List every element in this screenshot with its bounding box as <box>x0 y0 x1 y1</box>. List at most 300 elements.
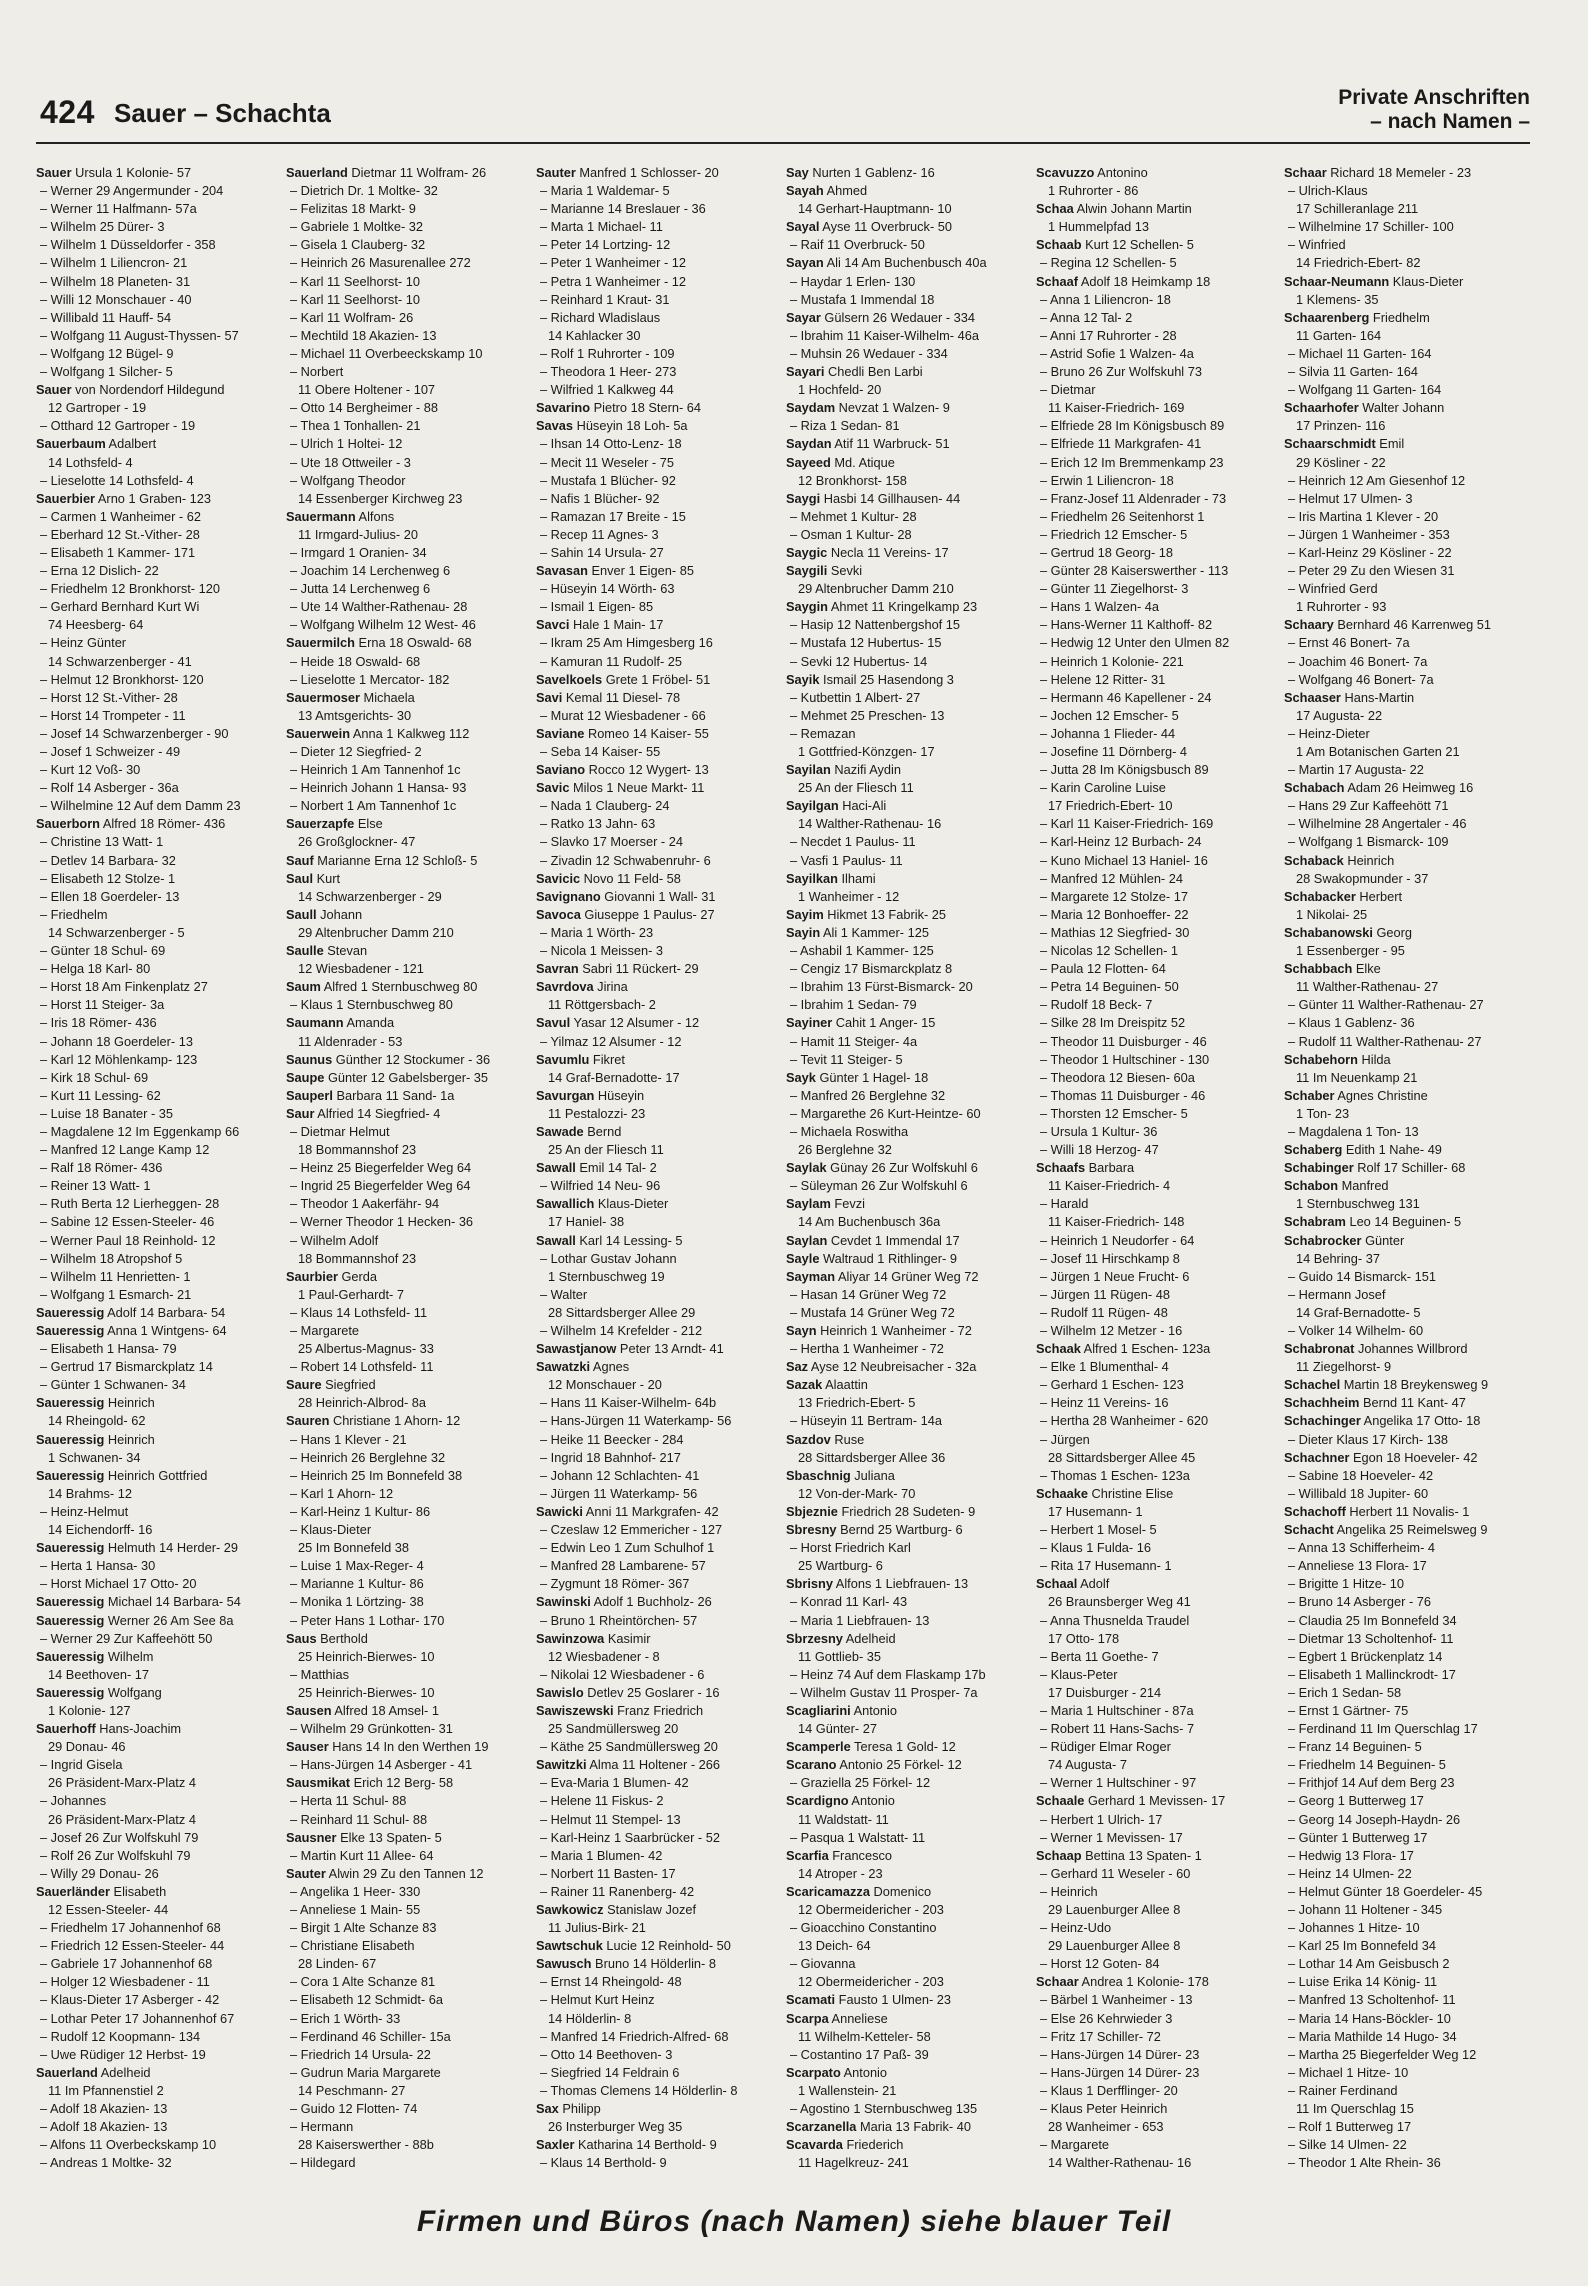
surname: Scaricamazza <box>786 1883 870 1899</box>
listing-entry: – Adolf 18 Akazien- 13 <box>40 2119 168 2135</box>
surname: Sayman <box>786 1268 836 1284</box>
surname: Saulle <box>286 943 324 959</box>
listing-entry: – Wolfgang 12 Bügel- 9 <box>40 345 174 361</box>
listing-entry: Saueressig Werner 26 Am See 8a <box>36 1612 234 1628</box>
listing-entry: 11 Kaiser-Friedrich- 4 <box>1048 1178 1171 1194</box>
listing-entry: – Horst Friedrich Karl <box>790 1540 911 1556</box>
listing-entry: Sauerzapfe Else <box>286 816 383 832</box>
listing-entry: – Bärbel 1 Wanheimer - 13 <box>1040 1992 1193 2008</box>
listing-entry: – Fritz 17 Schiller- 72 <box>1040 2028 1161 2044</box>
listing-entry: – Claudia 25 Im Bonnefeld 34 <box>1288 1612 1457 1628</box>
listing-entry: – Michaela Roswitha <box>790 1123 909 1139</box>
listing-entry: – Karin Caroline Luise <box>1040 780 1166 796</box>
listing-entry: – Osman 1 Kultur- 28 <box>790 526 912 542</box>
surname: Scarano <box>786 1757 837 1773</box>
surname: Schaberg <box>1284 1142 1343 1158</box>
surname: Sauerhoff <box>36 1721 96 1737</box>
listing-entry: 25 Heinrich-Bierwes- 10 <box>298 1684 435 1700</box>
listing-entry: 28 Kaiserswerther - 88b <box>298 2137 434 2153</box>
listing-entry: Saylam Fevzi <box>786 1196 865 1212</box>
surname: Sayn <box>786 1323 817 1338</box>
listing-entry: – Cora 1 Alte Schanze 81 <box>290 1974 436 1990</box>
listing-entry: – Else 26 Kehrwieder 3 <box>1040 2010 1173 2026</box>
listing-entry: 25 Heinrich-Bierwes- 10 <box>298 1648 435 1664</box>
listing-entry: – Reinhard 11 Schul- 88 <box>290 1811 428 1827</box>
listing-entry: – Graziella 25 Förkel- 12 <box>790 1775 931 1791</box>
listing-entry: Sausen Alfred 18 Amsel- 1 <box>286 1702 439 1718</box>
listing-entry: Sauerland Adelheid <box>36 2064 151 2080</box>
header-rule <box>36 142 1530 144</box>
listing-entry: – Wilhelm Gustav 11 Prosper- 7a <box>790 1684 978 1700</box>
listing-entry: Savasan Enver 1 Eigen- 85 <box>536 563 694 579</box>
listing-entry: 12 Gartroper - 19 <box>48 400 147 416</box>
listing-entry: – Reinhard 1 Kraut- 31 <box>540 291 670 307</box>
listing-entry: Saylan Cevdet 1 Immendal 17 <box>786 1232 960 1248</box>
page-header <box>36 80 1530 144</box>
listing-entry: – Helene 11 Fiskus- 2 <box>540 1793 664 1809</box>
listing-entry: Saupe Günter 12 Gabelsberger- 35 <box>286 1069 489 1085</box>
surname: Sauer <box>36 165 72 180</box>
listing-entry: – Thomas 1 Eschen- 123a <box>1040 1467 1190 1483</box>
listing-columns <box>36 164 1530 2174</box>
listing-entry: – Elisabeth 12 Schmidt- 6a <box>290 1992 443 2008</box>
listing-entry: – Theodor 1 Aakerfähr- 94 <box>290 1196 440 1212</box>
listing-entry: – Wolfgang 46 Bonert- 7a <box>1288 671 1434 687</box>
listing-entry: 11 Ziegelhorst- 9 <box>1296 1359 1392 1375</box>
listing-entry: – Elfriede 11 Markgrafen- 41 <box>1040 436 1202 452</box>
surname: Scavarda <box>786 2137 843 2153</box>
surname: Schabach <box>1284 780 1345 796</box>
listing-entry: 14 Rheingold- 62 <box>48 1413 146 1429</box>
listing-entry: – Heinz-Dieter <box>1288 725 1370 741</box>
surname: Sawitzki <box>536 1757 587 1773</box>
listing-entry: – Hans-Jürgen 14 Dürer- 23 <box>1040 2046 1200 2062</box>
surname: Sawall <box>536 1160 576 1176</box>
listing-entry: – Joachim 14 Lerchenweg 6 <box>290 563 451 579</box>
listing-entry: – Wolfgang 1 Esmarch- 21 <box>40 1286 192 1302</box>
listing-entry: – Wilhelm 18 Atropshof 5 <box>40 1250 183 1266</box>
listing-entry: 14 Walther-Rathenau- 16 <box>1048 2155 1192 2171</box>
listing-entry: Schaake Christine Elise <box>1036 1485 1174 1501</box>
listing-entry: – Klaus 1 Fulda- 16 <box>1040 1540 1151 1556</box>
surname: Schaber <box>1284 1087 1335 1103</box>
listing-entry: Scavuzzo Antonino <box>1036 165 1148 180</box>
surname: Say <box>786 165 809 180</box>
listing-entry: – Petra 1 Wanheimer - 12 <box>540 273 687 289</box>
listing-entry: – Dietrich Dr. 1 Moltke- 32 <box>290 183 438 199</box>
listing-entry: – Jürgen 1 Wanheimer - 353 <box>1288 526 1450 542</box>
listing-entry: Sawtschuk Lucie 12 Reinhold- 50 <box>536 1938 731 1954</box>
surname: Sayar <box>786 309 821 325</box>
listing-entry: – Karl 1 Ahorn- 12 <box>290 1485 394 1501</box>
listing-entry: Sauerwein Anna 1 Kalkweg 112 <box>286 725 470 741</box>
listing-entry: – Seba 14 Kaiser- 55 <box>540 744 661 759</box>
listing-entry: – Mehmet 1 Kultur- 28 <box>790 508 917 524</box>
surname: Schaab <box>1036 237 1082 253</box>
listing-entry: – Jürgen 1 Neue Frucht- 6 <box>1040 1268 1190 1284</box>
listing-entry: – Dietmar <box>1040 382 1096 398</box>
listing-entry: – Elke 1 Blumenthal- 4 <box>1040 1359 1169 1375</box>
surname: Sauerborn <box>36 816 100 832</box>
listing-entry: Schabanowski Georg <box>1284 924 1413 940</box>
listing-entry: – Harald <box>1040 1196 1089 1212</box>
listing-entry: – Heinz 25 Biegerfelder Weg 64 <box>290 1160 472 1176</box>
listing-entry: Savarino Pietro 18 Stern- 64 <box>536 400 702 416</box>
surname: Saumann <box>286 1015 344 1031</box>
listing-entry: Saueressig Adolf 14 Barbara- 54 <box>36 1304 226 1320</box>
listing-entry: – Berta 11 Goethe- 7 <box>1040 1648 1159 1664</box>
listing-entry: Saum Alfred 1 Sternbuschweg 80 <box>286 979 478 995</box>
listing-entry: – Günter 18 Schul- 69 <box>40 943 166 959</box>
listing-entry: Saydan Atif 11 Warbruck- 51 <box>786 436 950 452</box>
listing-entry: – Ibrahim 13 Fürst-Bismarck- 20 <box>790 979 973 995</box>
listing-entry: – Ismail 1 Eigen- 85 <box>540 599 654 615</box>
listing-entry: – Hedwig 13 Flora- 17 <box>1288 1847 1414 1863</box>
listing-entry: – Irmgard 1 Oranien- 34 <box>290 544 427 560</box>
listing-entry: – Wilfried 14 Neu- 96 <box>540 1178 661 1194</box>
listing-entry: – Nikolai 12 Wiesbadener - 6 <box>540 1666 705 1682</box>
listing-entry: – Günter 1 Schwanen- 34 <box>40 1377 186 1393</box>
listing-entry: – Dietmar 13 Scholtenhof- 11 <box>1288 1630 1454 1646</box>
listing-entry: Schaale Gerhard 1 Mevissen- 17 <box>1036 1793 1226 1809</box>
listing-entry: – Rolf 14 Asberger - 36a <box>40 780 179 796</box>
listing-entry: – Klaus 1 Sternbuschweg 80 <box>290 997 453 1013</box>
listing-entry: – Thea 1 Tonhallen- 21 <box>290 418 421 434</box>
listing-entry: – Luise 1 Max-Reger- 4 <box>290 1558 424 1574</box>
listing-entry: Scaricamazza Domenico <box>786 1883 932 1899</box>
directory-heading-line1: Private Anschriften <box>1338 86 1530 109</box>
listing-entry: Sayan Ali 14 Am Buchenbusch 40a <box>786 255 987 271</box>
surname: Sawiszewski <box>536 1702 614 1718</box>
listing-entry: – Klaus Peter Heinrich <box>1040 2101 1168 2117</box>
listing-entry: – Wilhelmine 12 Auf dem Damm 23 <box>40 798 241 814</box>
listing-entry: – Remazan <box>790 725 856 741</box>
listing-entry: – Wolfgang Theodor <box>290 472 406 488</box>
listing-entry: 14 Hölderlin- 8 <box>548 2010 632 2026</box>
listing-entry: Sayal Ayse 11 Overbruck- 50 <box>786 219 952 235</box>
listing-entry: 12 Wiesbadener - 8 <box>548 1648 660 1664</box>
listing-entry: – Birgit 1 Alte Schanze 83 <box>290 1920 437 1936</box>
surname: Savoca <box>536 906 581 922</box>
listing-entry: – Ashabil 1 Kammer- 125 <box>790 943 934 959</box>
surname: Schaar <box>1036 1974 1079 1990</box>
listing-entry: – Hermann <box>290 2119 354 2135</box>
surname: Sausmikat <box>286 1775 351 1791</box>
listing-entry: – Rudolf 11 Walther-Rathenau- 27 <box>1288 1033 1482 1049</box>
listing-entry: – Manfred 26 Berglehne 32 <box>790 1087 946 1103</box>
listing-entry: – Helmut 17 Ulmen- 3 <box>1288 490 1413 506</box>
listing-entry: – Karl-Heinz 29 Kösliner - 22 <box>1288 544 1452 560</box>
listing-entry: – Werner 1 Mevissen- 17 <box>1040 1829 1183 1845</box>
listing-entry: – Peter 29 Zu den Wiesen 31 <box>1288 563 1455 579</box>
listing-entry: – Erna 12 Dislich- 22 <box>40 563 159 579</box>
listing-entry: 1 Sternbuschweg 131 <box>1296 1196 1420 1212</box>
listing-entry: – Nada 1 Clauberg- 24 <box>540 798 670 814</box>
surname: Saygin <box>786 599 828 615</box>
listing-entry: – Elisabeth 1 Hansa- 79 <box>40 1341 177 1357</box>
listing-column-4 <box>786 164 1026 2174</box>
listing-entry: – Necdet 1 Paulus- 11 <box>790 834 916 850</box>
listing-entry: 13 Amtsgerichts- 30 <box>298 707 412 723</box>
listing-entry: – Eberhard 12 St.-Vither- 28 <box>40 526 200 542</box>
listing-entry: – Petra 14 Beguinen- 50 <box>1040 979 1179 995</box>
listing-entry: Schabram Leo 14 Beguinen- 5 <box>1284 1214 1462 1230</box>
listing-entry: 1 Hummelpfad 13 <box>1048 219 1150 235</box>
listing-entry: Sbjeznie Friedrich 28 Sudeten- 9 <box>786 1503 976 1519</box>
listing-entry: – Werner 29 Zur Kaffeehött 50 <box>40 1630 213 1646</box>
listing-entry: Saviano Rocco 12 Wygert- 13 <box>536 762 709 778</box>
section-title: Sauer – Schachta <box>114 98 331 128</box>
surname: Sawkowicz <box>536 1902 604 1917</box>
listing-entry: – Heinrich 26 Masurenallee 272 <box>290 255 471 271</box>
listing-entry: – Horst Michael 17 Otto- 20 <box>40 1576 197 1592</box>
surname: Schachoff <box>1284 1503 1346 1519</box>
listing-entry: 11 Im Querschlag 15 <box>1296 2101 1414 2117</box>
listing-entry: – Peter 1 Wanheimer - 12 <box>540 255 687 271</box>
listing-entry: Saure Siegfried <box>286 1377 376 1393</box>
listing-entry: – Dietmar Helmut <box>290 1123 390 1139</box>
surname: Savarino <box>536 400 591 416</box>
surname: Sauerbier <box>36 490 96 506</box>
surname: Schachner <box>1284 1449 1350 1465</box>
listing-entry: – Kurt 11 Lessing- 62 <box>40 1087 161 1103</box>
listing-entry: – Friedhelm 17 Johannenhof 68 <box>40 1920 221 1936</box>
listing-entry: Schabrocker Günter <box>1284 1232 1405 1248</box>
listing-entry: 11 Kaiser-Friedrich- 169 <box>1048 400 1185 416</box>
listing-entry: 28 Swakopmunder - 37 <box>1296 870 1429 886</box>
listing-entry: 1 Klemens- 35 <box>1296 291 1379 307</box>
listing-entry: – Alfons 11 Overbeckskamp 10 <box>40 2137 217 2153</box>
listing-entry: – Nafis 1 Blücher- 92 <box>540 490 660 506</box>
listing-entry: – Zivadin 12 Schwabenruhr- 6 <box>540 852 711 868</box>
listing-entry: Schabach Adam 26 Heimweg 16 <box>1284 780 1474 796</box>
listing-entry: Sauser Hans 14 In den Werthen 19 <box>286 1739 489 1755</box>
listing-entry: – Heinz 74 Auf dem Flaskamp 17b <box>790 1666 986 1682</box>
listing-entry: 1 Ruhrorter - 93 <box>1296 599 1387 615</box>
listing-entry: – Dieter Klaus 17 Kirch- 138 <box>1288 1431 1449 1447</box>
listing-entry: 17 Augusta- 22 <box>1296 707 1383 723</box>
listing-entry: 26 Präsident-Marx-Platz 4 <box>48 1811 196 1827</box>
listing-entry: Schaaser Hans-Martin <box>1284 689 1415 705</box>
listing-entry: – Franz-Josef 11 Aldenrader - 73 <box>1040 490 1227 506</box>
listing-entry: – Willy 29 Donau- 26 <box>40 1865 159 1881</box>
surname: Scamperle <box>786 1739 851 1755</box>
listing-entry: – Heide 18 Oswald- 68 <box>290 653 421 669</box>
listing-entry: – Franz 14 Beguinen- 5 <box>1288 1739 1422 1755</box>
listing-entry: – Lothar 14 Am Geisbusch 2 <box>1288 1956 1450 1972</box>
surname: Saueressig <box>36 1431 105 1447</box>
listing-entry: 74 Augusta- 7 <box>1048 1757 1127 1773</box>
surname: Saueressig <box>36 1540 105 1556</box>
surname: Sauerwein <box>286 725 351 741</box>
listing-entry: Saygic Necla 11 Vereins- 17 <box>786 544 949 560</box>
listing-entry: Savignano Giovanni 1 Wall- 31 <box>536 888 716 904</box>
listing-entry: Schaback Heinrich <box>1284 852 1395 868</box>
listing-entry: – Wolfgang 11 Garten- 164 <box>1288 382 1442 398</box>
surname: Sawinzowa <box>536 1630 605 1646</box>
listing-entry: – Lothar Gustav Johann <box>540 1250 677 1266</box>
surname: Schabronat <box>1284 1341 1355 1357</box>
surname: Savurgan <box>536 1087 595 1103</box>
listing-entry: – Günter 28 Kaiserswerther - 113 <box>1040 563 1229 579</box>
listing-entry: 1 Schwanen- 34 <box>48 1449 141 1465</box>
listing-entry: Schabinger Rolf 17 Schiller- 68 <box>1284 1160 1466 1176</box>
listing-entry: 14 Schwarzenberger - 29 <box>298 888 442 904</box>
listing-entry: – Heinz-Udo <box>1040 1920 1112 1936</box>
listing-entry: – Costantino 17 Paß- 39 <box>790 2046 929 2062</box>
listing-entry: Saunus Günther 12 Stockumer - 36 <box>286 1051 491 1067</box>
surname: Sbrzesny <box>786 1630 843 1646</box>
listing-entry: 14 Essenberger Kirchweg 23 <box>298 490 463 506</box>
listing-entry: – Maria 1 Blumen- 42 <box>540 1847 663 1863</box>
listing-entry: Schabacker Herbert <box>1284 888 1403 904</box>
surname: Saueressig <box>36 1684 105 1700</box>
surname: Sawinski <box>536 1594 591 1610</box>
listing-entry: – Heinz Günter <box>40 635 127 651</box>
listing-entry: – Robert 14 Lothsfeld- 11 <box>290 1359 434 1375</box>
listing-entry: – Hedwig 12 Unter den Ulmen 82 <box>1040 635 1230 651</box>
listing-entry: – Martin 17 Augusta- 22 <box>1288 762 1424 778</box>
listing-entry: – Gabriele 1 Moltke- 32 <box>290 219 424 235</box>
listing-entry: – Regina 12 Schellen- 5 <box>1040 255 1177 271</box>
listing-entry: – Hertha 1 Wanheimer - 72 <box>790 1341 944 1357</box>
listing-entry: Scagliarini Antonio <box>786 1702 897 1718</box>
surname: Saul <box>286 870 314 886</box>
listing-entry: – Otto 14 Beethoven- 3 <box>540 2046 673 2062</box>
listing-entry: 14 Kahlacker 30 <box>548 327 641 343</box>
listing-entry: 28 Sittardsberger Allee 36 <box>798 1449 946 1465</box>
surname: Schaaser <box>1284 689 1341 705</box>
listing-entry: – Recep 11 Agnes- 3 <box>540 526 659 542</box>
listing-entry: – Heinrich 12 Am Giesenhof 12 <box>1288 472 1466 488</box>
listing-entry: Schaberg Edith 1 Nahe- 49 <box>1284 1142 1442 1158</box>
listing-entry: – Magdalena 1 Ton- 13 <box>1288 1123 1419 1139</box>
listing-entry: 29 Altenbrucher Damm 210 <box>798 581 954 597</box>
listing-entry: – Rudolf 12 Koopmann- 134 <box>40 2028 201 2044</box>
listing-entry: – Hans-Werner 11 Kalthoff- 82 <box>1040 617 1213 633</box>
listing-entry: 11 Kaiser-Friedrich- 148 <box>1048 1214 1185 1230</box>
surname: Sayik <box>786 671 820 687</box>
listing-entry: 14 Peschmann- 27 <box>298 2082 406 2098</box>
listing-entry: – Riza 1 Sedan- 81 <box>790 418 900 434</box>
surname: Sayin <box>786 924 821 940</box>
listing-entry: – Wolfgang Wilhelm 12 West- 46 <box>290 617 476 633</box>
listing-entry: – Anna 12 Tal- 2 <box>1040 309 1133 325</box>
listing-entry: – Guido 14 Bismarck- 151 <box>1288 1268 1436 1284</box>
surname: Scarpa <box>786 2010 829 2026</box>
listing-entry: – Christiane Elisabeth <box>290 1938 415 1954</box>
surname: Sauter <box>536 165 576 180</box>
listing-entry: – Otto 14 Bergheimer - 88 <box>290 400 438 416</box>
listing-entry <box>536 2172 776 2174</box>
listing-entry: Scavarda Friederich <box>786 2137 904 2153</box>
surname: Saueressig <box>36 1323 105 1338</box>
listing-entry: Sbrzesny Adelheid <box>786 1630 896 1646</box>
listing-entry: Sauerländer Elisabeth <box>36 1883 167 1899</box>
surname: Saurbier <box>286 1268 338 1284</box>
surname: Sax <box>536 2101 559 2117</box>
listing-entry: – Bruno 14 Asberger - 76 <box>1288 1594 1431 1610</box>
listing-entry: Saueressig Heinrich Gottfried <box>36 1467 208 1483</box>
surname: Saueressig <box>36 1395 105 1411</box>
listing-entry: – Anni 17 Ruhrorter - 28 <box>1040 327 1177 343</box>
listing-entry: – Felizitas 18 Markt- 9 <box>290 201 416 217</box>
listing-entry: 11 Irmgard-Julius- 20 <box>298 526 418 542</box>
surname: Savrdova <box>536 979 594 995</box>
listing-entry: Schaafs Barbara <box>1036 1160 1135 1176</box>
listing-entry: – Herta 11 Schul- 88 <box>290 1793 407 1809</box>
surname: Saus <box>286 1630 317 1646</box>
listing-entry: Schacht Angelika 25 Reimelsweg 9 <box>1284 1522 1488 1538</box>
surname: Savicic <box>536 870 581 886</box>
listing-entry: – Manfred 28 Lambarene- 57 <box>540 1558 706 1574</box>
listing-entry: 14 Walther-Rathenau- 16 <box>798 816 942 832</box>
surname: Scardigno <box>786 1793 849 1809</box>
surname: Sawastjanow <box>536 1341 617 1357</box>
surname: Sawicki <box>536 1503 583 1519</box>
listing-entry: 14 Schwarzenberger - 41 <box>48 653 192 669</box>
listing-entry: – Vasfi 1 Paulus- 11 <box>790 852 903 868</box>
surname: Sazak <box>786 1377 823 1393</box>
listing-entry: Savicic Novo 11 Feld- 58 <box>536 870 681 886</box>
listing-entry: 25 Im Bonnefeld 38 <box>298 1540 409 1556</box>
listing-entry: Sauperl Barbara 11 Sand- 1a <box>286 1087 455 1103</box>
listing-entry: 28 Wanheimer - 653 <box>1048 2119 1164 2135</box>
listing-entry: – Margarete <box>1040 2137 1109 2153</box>
listing-entry: Sauerbaum Adalbert <box>36 436 157 452</box>
listing-entry: – Silke 28 Im Dreispitz 52 <box>1040 1015 1186 1031</box>
surname: Sawatzki <box>536 1359 591 1375</box>
listing-entry: – Adolf 18 Akazien- 13 <box>40 2101 168 2117</box>
listing-entry: – Horst 11 Steiger- 3a <box>40 997 165 1013</box>
listing-entry: 1 Sternbuschweg 19 <box>548 1268 665 1284</box>
listing-entry: 14 Am Buchenbusch 36a <box>798 1214 941 1230</box>
listing-entry: – Manfred 12 Lange Kamp 12 <box>40 1142 210 1158</box>
listing-entry: – Wilhelm 14 Krefelder - 212 <box>540 1323 703 1338</box>
listing-entry: – Wilhelm 29 Grünkotten- 31 <box>290 1721 453 1737</box>
listing-entry: Sausner Elke 13 Spaten- 5 <box>286 1829 442 1845</box>
surname: Sauren <box>286 1413 330 1429</box>
listing-entry: – Ernst 14 Rheingold- 48 <box>540 1974 682 1990</box>
listing-entry: – Helmut 12 Bronkhorst- 120 <box>40 671 204 687</box>
listing-entry: 26 Präsident-Marx-Platz 4 <box>48 1775 196 1791</box>
listing-entry: – Walter <box>540 1286 588 1302</box>
listing-entry: Sbaschnig Juliana <box>786 1467 895 1483</box>
listing-entry: – Maria 1 Liebfrauen- 13 <box>790 1612 930 1628</box>
listing-entry: – Georg 14 Joseph-Haydn- 26 <box>1288 1811 1461 1827</box>
listing-entry: – Gerhard Bernhard Kurt Wi <box>40 599 200 615</box>
listing-entry: – Klaus-Peter <box>1040 1666 1118 1682</box>
surname: Sayan <box>786 255 824 271</box>
listing-entry: 28 Sittardsberger Allee 45 <box>1048 1449 1196 1465</box>
surname: Schabacker <box>1284 888 1356 904</box>
listing-entry: Saus Berthold <box>286 1630 368 1646</box>
listing-entry: Sayin Ali 1 Kammer- 125 <box>786 924 929 940</box>
listing-entry: 11 Obere Holtener - 107 <box>298 382 436 398</box>
surname: Savas <box>536 418 574 434</box>
listing-entry: 17 Haniel- 38 <box>548 1214 625 1230</box>
listing-entry: – Thomas 11 Duisburger - 46 <box>1040 1087 1206 1103</box>
listing-entry: – Jutta 14 Lerchenweg 6 <box>290 581 431 597</box>
listing-entry: – Gioacchino Constantino <box>790 1920 937 1936</box>
listing-entry: Savci Hale 1 Main- 17 <box>536 617 664 633</box>
listing-entry: – Wilhelm 18 Planeten- 31 <box>40 273 191 289</box>
listing-entry: – Gudrun Maria Margarete <box>290 2064 441 2080</box>
listing-entry: – Egbert 1 Brückenplatz 14 <box>1288 1648 1443 1664</box>
listing-entry: – Uwe Rüdiger 12 Herbst- 19 <box>40 2046 206 2062</box>
surname: Schaarhofer <box>1284 400 1359 416</box>
listing-entry: – Ferdinand 46 Schiller- 15a <box>290 2028 451 2044</box>
